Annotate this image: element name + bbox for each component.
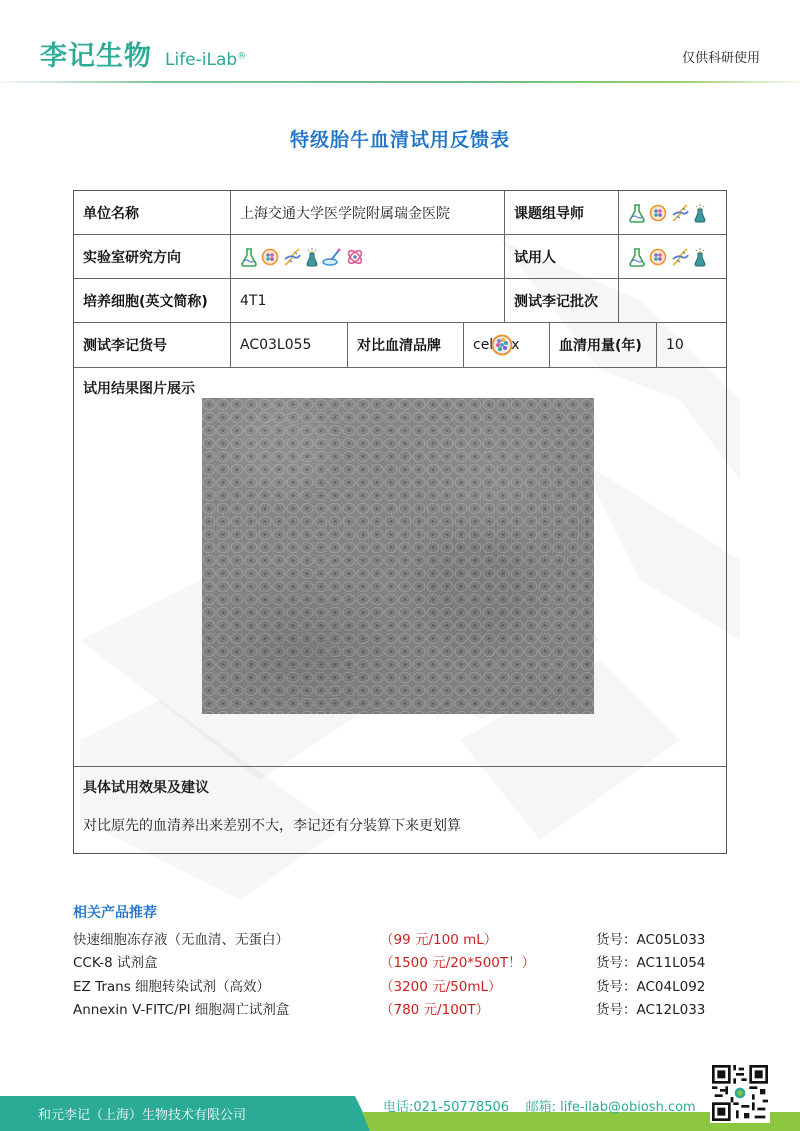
brand-en-text: Life-iLab [165, 50, 238, 70]
advice-label: 具体试用效果及建议 [83, 780, 209, 796]
cell-micrograph-image [202, 398, 594, 714]
registered-mark: ® [237, 51, 247, 62]
micrograph-shading [202, 398, 594, 714]
product-name: EZ Trans 细胞转染试剂（高效） [73, 978, 271, 995]
row-cell-line [74, 279, 726, 323]
sku-value: AC03L055 [231, 323, 348, 367]
compare-brand-value [464, 323, 550, 367]
brand-name-en [165, 50, 246, 70]
footer-company-name: 和元李记（上海）生物技术有限公司 [38, 1108, 247, 1123]
cells-icon [649, 248, 667, 266]
trial-user-value [619, 235, 726, 278]
batch-label: 测试李记批次 [505, 279, 619, 322]
cell-line-label: 培养细胞(英文简称) [74, 279, 231, 322]
row-sku [74, 323, 726, 368]
advice-text: 对比原先的血清养出来差别不大，李记还有分装算下来更划算 [83, 818, 461, 834]
dna-icon [670, 247, 690, 267]
sku-label: 测试李记货号 [74, 323, 231, 367]
advisor-value [619, 191, 726, 234]
trial-user-redacted-icons [628, 247, 707, 267]
product-price: （780 元/100T） [380, 1002, 490, 1019]
result-image-section [74, 368, 726, 767]
compare-brand-label: 对比血清品牌 [348, 323, 464, 367]
cells-icon [261, 248, 279, 266]
advisor-redacted-icons [628, 203, 707, 223]
product-code: 货号：AC05L033 [596, 931, 706, 948]
research-use-notice: 仅供科研使用 [681, 51, 760, 66]
cells-redaction-icon [491, 334, 513, 356]
row-direction [74, 235, 726, 279]
product-item [73, 973, 733, 997]
trial-user-label: 试用人 [505, 235, 619, 278]
product-item [73, 950, 733, 974]
flask-icon [628, 203, 646, 223]
result-image-label: 试用结果图片展示 [83, 381, 195, 397]
related-products [73, 902, 733, 1020]
direction-label: 实验室研究方向 [74, 235, 231, 278]
flask-icon [628, 247, 646, 267]
direction-value [231, 235, 505, 278]
product-code: 货号：AC11L054 [596, 955, 706, 972]
related-products-title: 相关产品推荐 [73, 905, 157, 921]
product-name: Annexin V-FITC/PI 细胞凋亡试剂盒 [73, 1002, 290, 1019]
product-item [73, 997, 733, 1021]
footer-contact: 电话:021-50778506 邮箱: life-ilab@obiosh.com [383, 1100, 696, 1115]
product-name: 快速细胞冻存液（无血清、无蛋白） [73, 931, 289, 948]
compare-brand-prefix: cel [473, 337, 494, 353]
page-header [0, 0, 800, 90]
product-item [73, 926, 733, 950]
compare-brand-suffix: x [511, 337, 520, 353]
product-price: （3200 元/50mL） [380, 978, 502, 995]
product-code: 货号：AC04L092 [596, 978, 706, 995]
unit-value: 上海交通大学医学院附属瑞金医院 [231, 191, 505, 234]
unit-label: 单位名称 [74, 191, 231, 234]
beaker-icon [305, 247, 319, 267]
qr-code-icon [712, 1065, 768, 1121]
atom-icon [345, 247, 365, 267]
advice-section [74, 767, 726, 853]
beaker-icon [693, 203, 707, 223]
row-unit [74, 191, 726, 235]
batch-value [619, 279, 726, 322]
dna-icon [282, 247, 302, 267]
product-price: （99 元/100 mL） [380, 931, 498, 948]
direction-redacted-icons [240, 247, 365, 267]
dna-icon [670, 203, 690, 223]
flask-icon [240, 247, 258, 267]
product-code: 货号：AC12L033 [596, 1002, 706, 1019]
advisor-label: 课题组导师 [505, 191, 619, 234]
product-name: CCK-8 试剂盒 [73, 955, 158, 972]
feedback-form-table [73, 190, 727, 854]
usage-value: 10 [666, 337, 684, 353]
brand-name-cn: 李记生物 [40, 41, 152, 72]
page-title: 特级胎牛血清试用反馈表 [289, 129, 510, 151]
header-divider [0, 81, 800, 83]
qr-code [710, 1063, 770, 1123]
petri-dish-icon [322, 247, 342, 267]
brand-logo [40, 34, 246, 73]
usage-label: 血清用量(年) [550, 323, 657, 367]
beaker-icon [693, 247, 707, 267]
cell-line-value: 4T1 [231, 279, 505, 322]
cells-icon [649, 204, 667, 222]
product-price: （1500 元/20*500T！） [380, 955, 536, 972]
